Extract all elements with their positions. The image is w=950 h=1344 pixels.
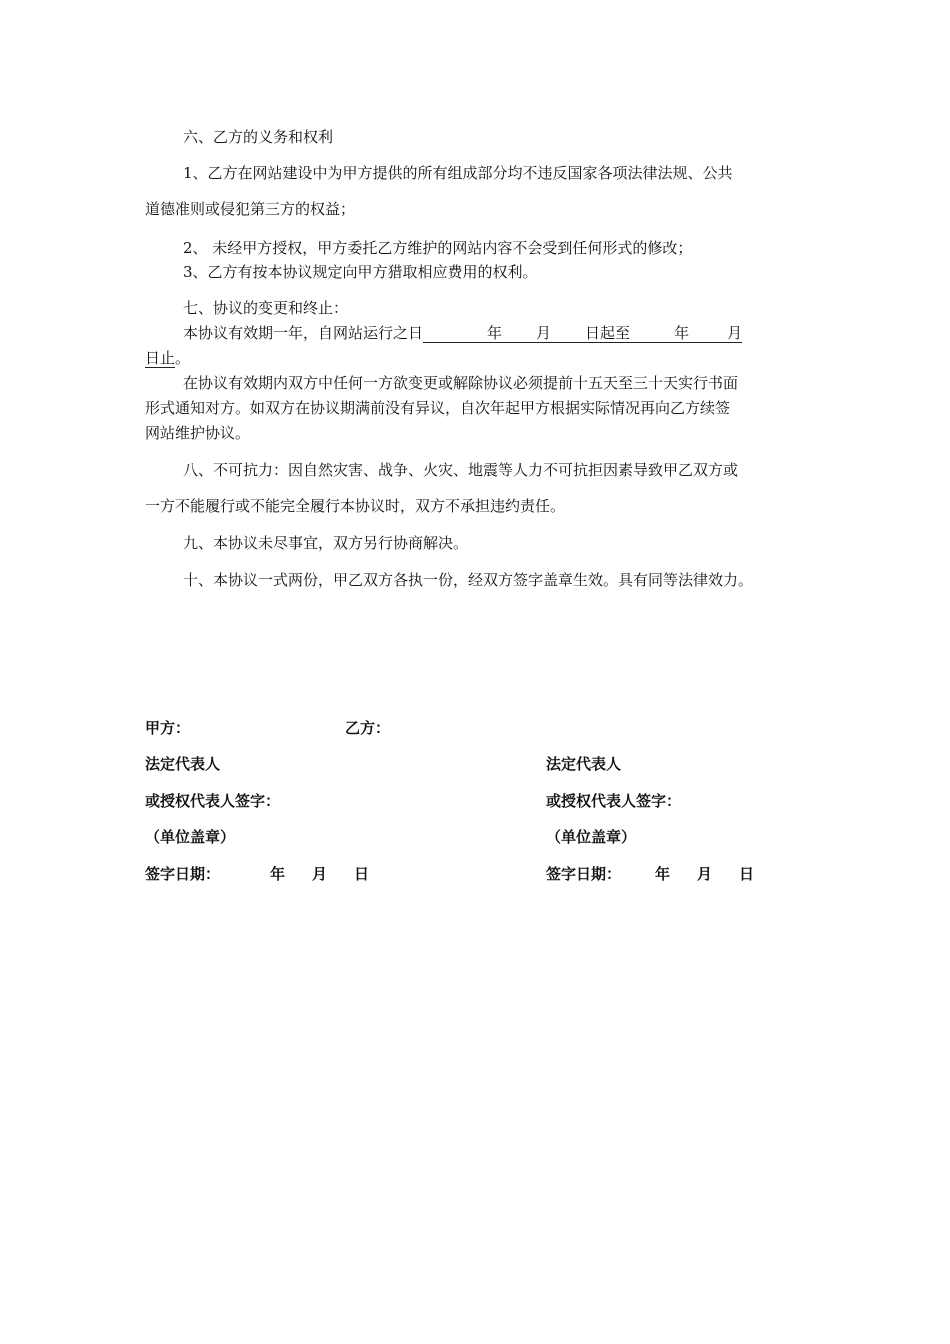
party-a-date-year: 年 [270, 865, 286, 883]
section7-para2-line3: 网站维护协议。 [145, 424, 251, 442]
section9: 九、本协议未尽事宜，双方另行协商解决。 [183, 534, 469, 552]
party-b-date-month: 月 [697, 865, 713, 883]
party-a-date-day: 日 [354, 865, 370, 883]
section7-para2-line1: 在协议有效期内双方中任何一方欲变更或解除协议必须提前十五天至三十天实行书面 [183, 374, 739, 392]
party-a-auth-rep: 或授权代表人签字： [145, 792, 281, 810]
term-year-from: 年 [487, 324, 503, 342]
party-b-auth-rep: 或授权代表人签字： [546, 792, 682, 810]
term-day-from: 日起至 [585, 324, 631, 342]
party-a-label: 甲方： [145, 719, 191, 737]
term-prefix: 本协议有效期一年，自网站运行之日 [183, 324, 424, 342]
party-b-seal: （单位盖章） [546, 828, 637, 846]
term-period: 。 [175, 349, 191, 367]
term-month-from: 月 [536, 324, 552, 342]
section8-line2: 一方不能履行或不能完全履行本协议时，双方不承担违约责任。 [145, 497, 566, 515]
party-b-date-year: 年 [655, 865, 671, 883]
section7-term-line [183, 323, 742, 343]
party-b-legal-rep: 法定代表人 [546, 755, 622, 773]
section7-para2-line2: 形式通知对方。如双方在协议期满前没有异议，自次年起甲方根据实际情况再向乙方续签 [145, 399, 731, 417]
party-a-seal: （单位盖章） [145, 828, 236, 846]
party-b-label: 乙方： [345, 719, 391, 737]
section8-line1: 八、不可抗力：因自然灾害、战争、火灾、地震等人力不可抗拒因素导致甲乙双方或 [183, 461, 739, 479]
section7-term-end [145, 348, 190, 368]
section6-heading: 六、乙方的义务和权利 [183, 128, 334, 146]
section6-item3: 3、乙方有按本协议规定向甲方猎取相应费用的权利。 [183, 263, 538, 281]
party-b-date-day: 日 [739, 865, 755, 883]
section6-item2: 2、 未经甲方授权，甲方委托乙方维护的网站内容不会受到任何形式的修改； [183, 239, 693, 257]
section10: 十、本协议一式两份，甲乙双方各执一份，经双方签字盖章生效。具有同等法律效力。 [183, 571, 754, 589]
section6-item1-line2: 道德准则或侵犯第三方的权益； [145, 200, 356, 218]
term-year-to: 年 [674, 324, 690, 342]
term-month-to: 月 [727, 324, 743, 342]
section6-item1-line1: 1、乙方在网站建设中为甲方提供的所有组成部分均不违反国家各项法律法规、公共 [183, 164, 733, 182]
party-a-date-label: 签字日期： [145, 865, 221, 883]
section7-heading: 七、协议的变更和终止： [183, 299, 349, 317]
party-a-date-month: 月 [312, 865, 328, 883]
term-blank-line [423, 323, 742, 343]
party-a-legal-rep: 法定代表人 [145, 755, 221, 773]
term-day-to: 日止 [145, 349, 176, 367]
party-b-date-label: 签字日期： [546, 865, 622, 883]
